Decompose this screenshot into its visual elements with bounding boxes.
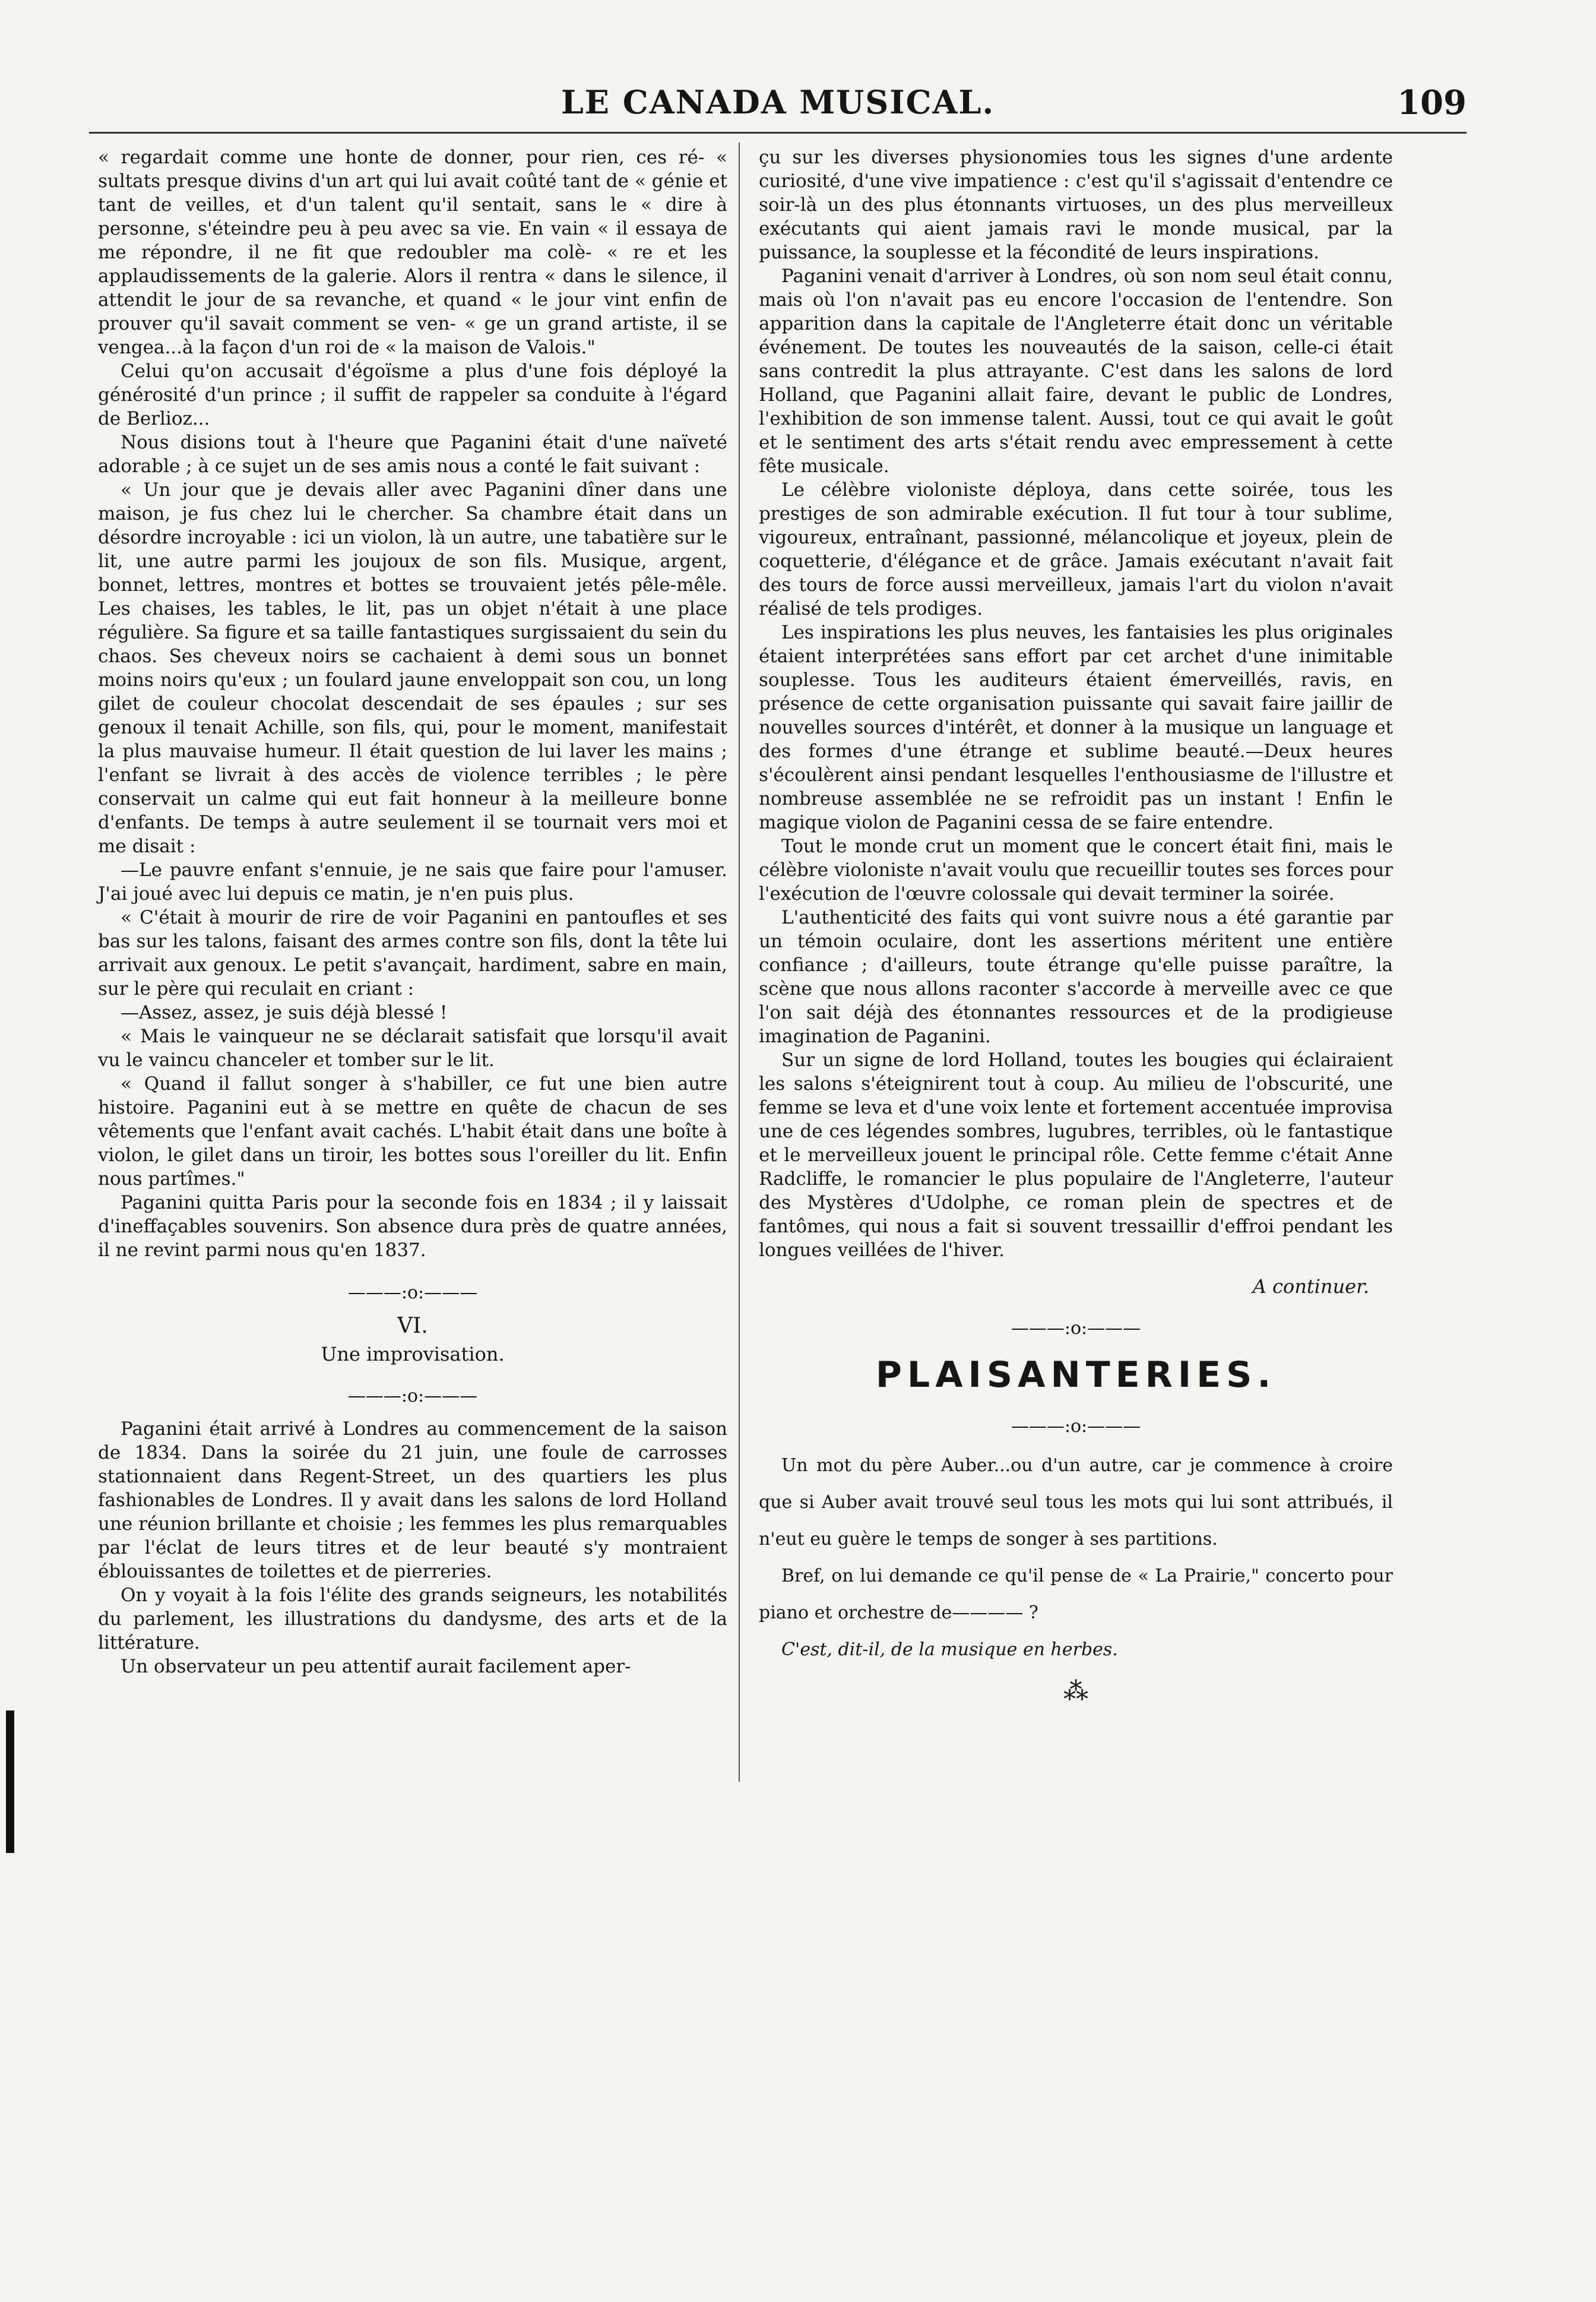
right-column [759,146,1393,1706]
journal-title: LE CANADA MUSICAL. [560,83,995,121]
plaisanteries-heading: PLAISANTERIES. [875,1354,1277,1396]
margin-mark [6,1710,14,1853]
paragraph: L'authenticité des faits qui vont suivre nous a été garantie par un témoin oculaire, dont les assertions méritent une entière confiance ; d'ailleurs, toute étrange qu'elle puisse paraître, la scène que nous allons raconter s'accorde à merveille avec ce que l'on sait déjà des étonnantes ressources et de la prodigieuse imagination de Paganini. [759,907,1393,1047]
section-number: VI. [397,1314,428,1338]
column-divider [739,143,740,1782]
separator: ———:o:——— [1011,1318,1141,1339]
paragraph: Paganini venait d'arriver à Londres, où son nom seul était connu, mais où l'on n'avait pas eu encore l'occasion de l'entendre. Son apparition dans la capitale de l'Angleterre était donc un véritable événement. De toutes les nouveautés de la saison, celle-ci était sans contredit la plus attrayante. C'est dans les salons de lord Holland, que Paganini allait faire, devant le public de Londres, l'exhibition de son immense talent. Aussi, tout ce qui avait le goût et le sentiment des arts s'était rendu avec empressement à cette fête musicale. [759,265,1393,477]
paragraph: Nous disions tout à l'heure que Paganini était d'une naïveté adorable ; à ce sujet un de ses amis nous a conté le fait suivant : [98,432,727,477]
paragraph: çu sur les diverses physionomies tous les signes d'une ardente curiosité, d'une vive impatience : c'est qu'il s'agissait d'entendre ce soir-là un des plus étonnants virtuoses, un des plus merveilleux exécutants qui aient jamais ravi le monde musical, par la puissance, la souplesse et la fécondité de leurs inspirations. [759,147,1393,263]
continuation-note: A continuer. [1252,1275,1369,1298]
paragraph: Le célèbre violoniste déploya, dans cette soirée, tous les prestiges de son admirable exécution. Il fut tour à tour sublime, vigoureux, entraînant, passionné, mélancolique et joyeux, plein de coquetterie, d'élégance et de grâce. Jamais exécutant n'avait fait des tours de force aussi merveilleux, jamais l'art du violon n'avait réalisé de tels prodiges. [759,479,1393,619]
anecdote-paragraph: Un mot du père Auber...ou d'un autre, car je commence à croire que si Auber avait trouvé seul tous les mots qui lui sont attribués, il n'eut eu guère le temps de songer à ses partitions. [759,1455,1393,1550]
separator: ———:o:——— [347,1282,478,1303]
paragraph: Tout le monde crut un moment que le concert était fini, mais le célèbre violoniste n'avait voulu que recueillir toutes ses forces pour l'exécution de l'œuvre colossale qui devait terminer la soirée. [759,836,1393,905]
paragraph: « regardait comme une honte de donner, pour rien, ces ré- « sultats presque divins d'un art qui lui avait coûté tant de « génie et tant de veilles, et d'un talent qu'il sentait, sans le « dire à personne, s'éteindre peu à peu avec sa vie. En vain « il essaya de me répondre, il ne fit que redoubler ma colè- « re et les applaudissements de la galerie. Alors il rentra « dans le silence, il attendit le jour de sa revanche, et quand « le jour vint enfin de prouver qu'il savait comment se ven- « ge un grand artiste, il se vengea...à la façon d'un roi de « la maison de Valois." [98,147,727,358]
paragraph: « Mais le vainqueur ne se déclarait satisfait que lorsqu'il avait vu le vaincu chanceler et tomber sur le lit. [98,1026,727,1071]
paragraph: « Quand il fallut songer à s'habiller, ce fut une bien autre histoire. Paganini eut à se mettre en quête de chacun de ses vêtements que l'enfant avait cachés. L'habit était dans une boîte à violon, le gilet dans un tiroir, les bottes sous l'oreiller du lit. Enfin nous partîmes." [98,1073,727,1190]
anecdote-paragraph: Bref, on lui demande ce qu'il pense de « La Prairie," concerto pour piano et orchestre de———— ? [759,1566,1393,1623]
left-column [98,146,727,1678]
paragraph: « C'était à mourir de rire de voir Paganini en pantoufles et ses bas sur les talons, faisant des armes contre son fils, dont la tête lui arrivait aux genoux. Le petit s'avançait, hardiment, sabre en main, sur le père qui reculait en criant : [98,907,727,1000]
paragraph: Paganini était arrivé à Londres au commencement de la saison de 1834. Dans la soirée du 21 juin, une foule de carrosses stationnaient dans Regent-Street, un des quartiers les plus fashionables de Londres. Il y avait dans les salons de lord Holland une réunion brillante et choisie ; les femmes les plus remarquables par l'éclat de leurs titres et de leur beauté s'y montraient éblouissantes de toilettes et de pierreries. [98,1418,727,1582]
section-title: Une improvisation. [321,1343,505,1365]
paragraph: « Un jour que je devais aller avec Paganini dîner dans une maison, je fus chez lui le chercher. Sa chambre était dans un désordre incroyable : ici un violon, là un autre, une tabatière sur le lit, une autre parmi les joujoux de son fils. Musique, argent, bonnet, lettres, montres et bottes se trouvaient jetés pêle-mêle. Les chaises, les tables, le lit, pas un objet n'était à une place régulière. Sa figure et sa taille fantastiques surgissaient du sein du chaos. Ses cheveux noirs se cachaient à demi sous un bonnet moins noirs qu'eux ; un foulard jaune enveloppait son cou, un long gilet de couleur chocolat descendait de ses épaules ; sur ses genoux il tenait Achille, son fils, qui, pour le moment, manifestait la plus mauvaise humeur. Il était question de lui laver les mains ; l'enfant se livrait à des accès de violence terribles ; le père conservait un calme qui eut fait honneur à la meilleure bonne d'enfants. De temps à autre seulement il se tournait vers moi et me disait : [98,479,727,857]
paragraph: Un observateur un peu attentif aurait facilement aper- [121,1656,631,1677]
separator: ———:o:——— [347,1386,478,1406]
paragraph: —Le pauvre enfant s'ennuie, je ne sais que faire pour l'amuser. J'ai joué avec lui depuis ce matin, je n'en puis plus. [98,859,727,905]
page-header [89,83,1467,125]
asterism: ⁂ [1063,1677,1088,1706]
paragraph: Les inspirations les plus neuves, les fantaisies les plus originales étaient interprétées sans effort par cet archet d'une inimitable souplesse. Tous les auditeurs étaient émerveillés, ravis, en présence de cette organisation puissante qui savait faire jaillir de nouvelles sources d'intérêt, et donner à la musique un language et des formes d'une étrange et sublime beauté.—Deux heures s'écoulèrent ainsi pendant lesquelles l'enthousiasme de l'illustre et nombreuse assemblée ne se refroidit pas un instant ! Enfin le magique violon de Paganini cessa de se faire entendre. [759,622,1393,833]
paragraph: Sur un signe de lord Holland, toutes les bougies qui éclairaient les salons s'éteignirent tout à coup. Au milieu de l'obscurité, une femme se leva et d'une voix lente et fortement accentuée improvisa une de ces légendes sombres, lugubres, terribles, où le fantastique et le merveilleux jouent le principal rôle. Cette femme c'était Anne Radcliffe, le romancier le plus populaire de l'Angleterre, l'auteur des Mystères d'Udolphe, ce roman plein de spectres et de fantômes, qui nous a fait si souvent tressaillir d'effroi pendant les longues veillées de l'hiver. [759,1049,1393,1261]
paragraph: Paganini quitta Paris pour la seconde fois en 1834 ; il y laissait d'ineffaçables souvenirs. Son absence dura près de quatre années, il ne revint parmi nous qu'en 1837. [98,1192,727,1261]
page-number: 109 [1397,83,1467,122]
separator: ———:o:——— [1011,1416,1141,1437]
punchline: C'est, dit-il, de la musique en herbes. [781,1639,1118,1660]
paragraph: Celui qu'on accusait d'égoïsme a plus d'une fois déployé la générosité d'un prince ; il suffit de rappeler sa conduite à l'égard de Berlioz... [98,361,727,429]
paragraph: —Assez, assez, je suis déjà blessé ! [121,1002,448,1023]
paragraph: On y voyait à la fois l'élite des grands seigneurs, les notabilités du parlement, les illustrations du dandysme, des arts et de la littérature. [98,1585,727,1653]
header-rule [89,132,1467,134]
